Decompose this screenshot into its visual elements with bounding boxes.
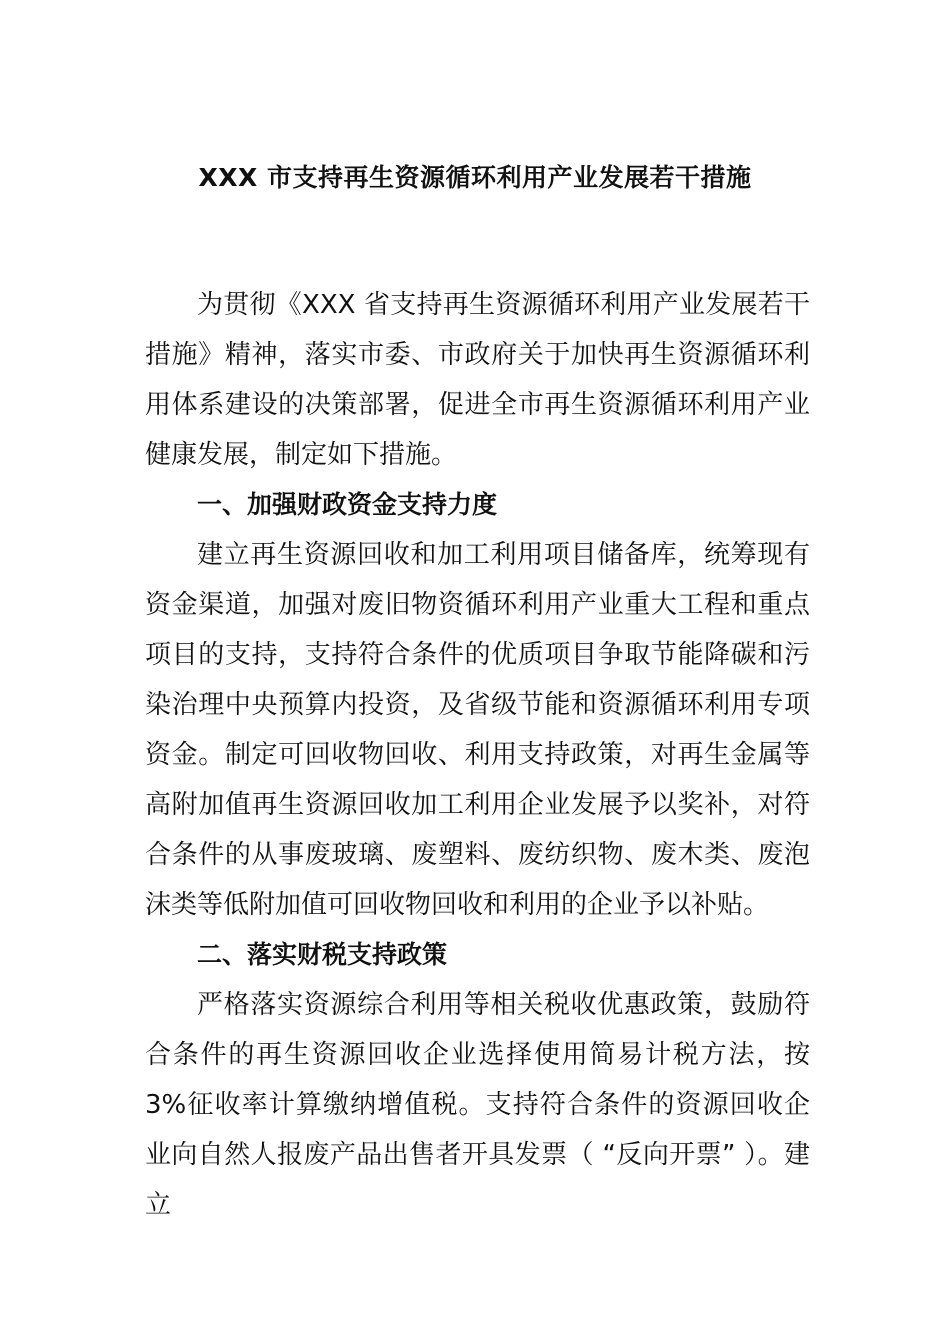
section-heading-1: 一、加强财政资金支持力度 xyxy=(197,490,498,519)
section-heading-2: 二、落实财税支持政策 xyxy=(197,940,448,969)
section-paragraph-1: 建立再生资源回收和加工利用项目储备库，统筹现有资金渠道，加强对废旧物资循环利用产业重大工程和重点项目的支持，支持符合条件的优质项目争取节能降碳和污染治理中央预算内投资，及省级节能和资源循环利用专项资金。制定可回收物回收、利用支持政策，对再生金属等高附加值再生资源回收加工利用企业发展予以奖补，对符合条件的从事废玻璃、废塑料、废纺织物、废木类、废泡沫类等低附加值可回收物回收和利用的企业予以补贴。 xyxy=(145,540,810,920)
section-paragraph-2: 严格落实资源综合利用等相关税收优惠政策，鼓励符合条件的再生资源回收企业选择使用简易计税方法，按 3%征收率计算缴纳增值税。支持符合条件的资源回收企业向自然人报废产品出售者开具发票（ “反向开票” ）。建立 xyxy=(145,990,810,1220)
intro-paragraph: 为贯彻《XXX 省支持再生资源循环利用产业发展若干措施》精神，落实市委、市政府关于加快再生资源循环利用体系建设的决策部署，促进全市再生资源循环利用产业健康发展，制定如下措施。 xyxy=(145,290,810,470)
document-title: XXX 市支持再生资源循环利用产业发展若干措施 xyxy=(198,163,752,192)
document-body xyxy=(145,280,810,1230)
